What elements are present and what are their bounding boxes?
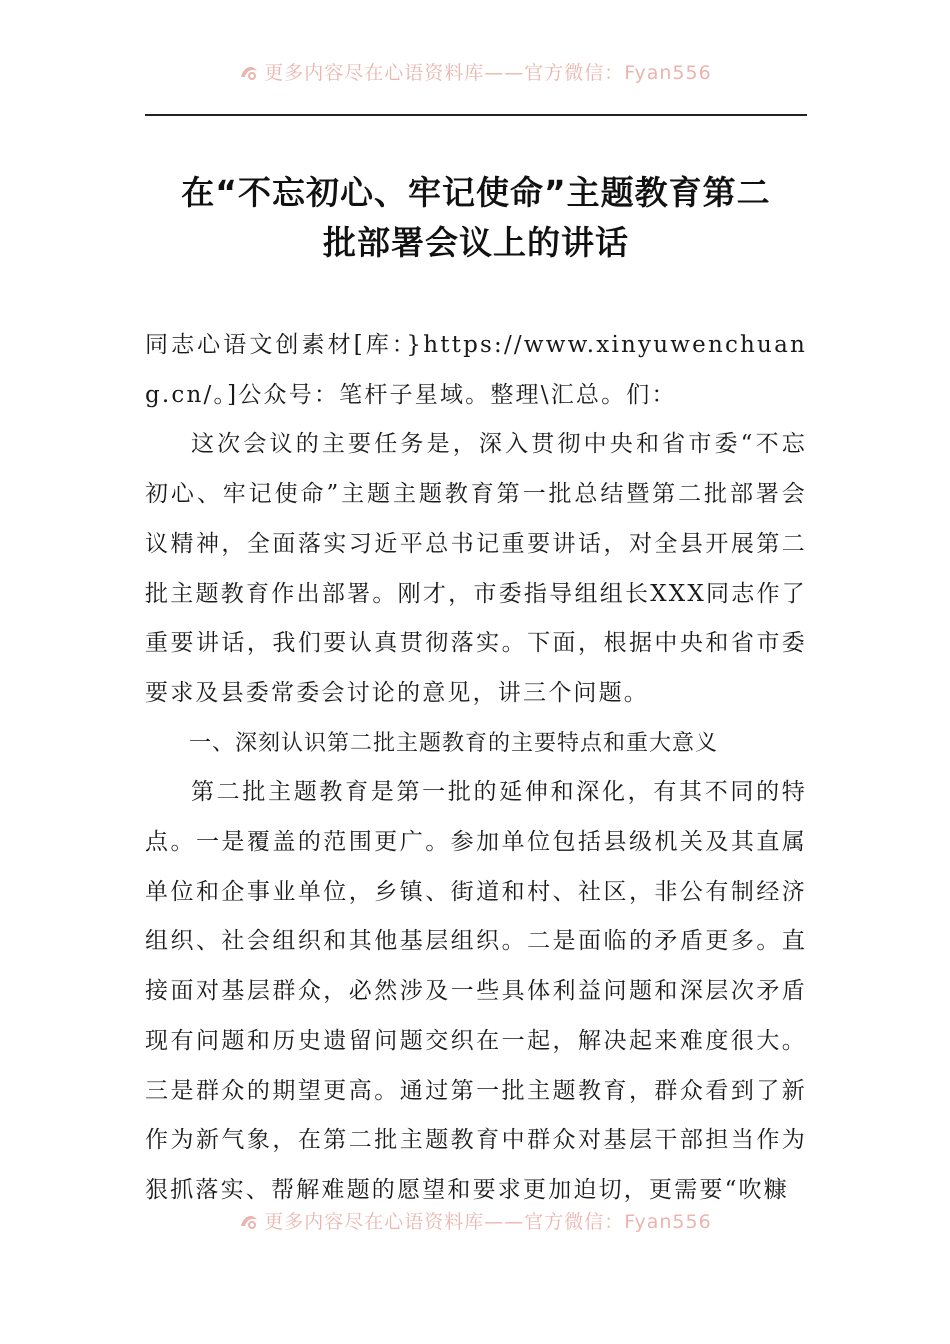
logo-icon <box>238 1210 260 1232</box>
para2-point-2: 二是面临的矛盾更多。 <box>527 928 782 955</box>
intro-paragraph: 同志心语文创素材[库：}https://www.xinyuwenchuang.cn/。]公众号：笔杆子星域。整理\汇总。们： <box>145 332 807 408</box>
para2-sentence-4: 通过第一批主题教育，群众看到了新作为新气象，在第二批主题教育中群众对基层干部担当作为狠抓落实、帮解难题的愿望和要求更加迫切，更需要“吹糠 <box>145 1077 807 1203</box>
para2-sentence-2: 参加单位包括县级机关及其直属单位和企事业单位，乡镇、街道和村、社区，非公有制经济组织、社会组织和其他基层组织。 <box>145 829 807 955</box>
para2-sentence-1: 第二批主题教育是第一批的延伸和深化，有其不同的特点。 <box>145 779 807 856</box>
footer-watermark <box>0 1207 950 1234</box>
paragraph-2 <box>145 768 807 1215</box>
title-line-2: 批部署会议上的讲话 <box>323 223 629 262</box>
document-title <box>145 168 807 268</box>
section-heading-1: 一、深刻认识第二批主题教育的主要特点和重大意义 <box>189 730 719 756</box>
watermark-text: 更多内容尽在心语资料库——官方微信：Fyan556 <box>264 62 712 84</box>
header-watermark <box>0 58 950 85</box>
header-rule <box>145 114 807 116</box>
title-line-1: 在“不忘初心、牢记使命”主题教育第二 <box>181 173 771 212</box>
watermark-text: 更多内容尽在心语资料库——官方微信：Fyan556 <box>264 1211 712 1233</box>
paragraph-1: 这次会议的主要任务是，深入贯彻中央和省市委“不忘初心、牢记使命”主题主题教育第一批总结暨第二批部署会议精神，全面落实习近平总书记重要讲话，对全县开展第二批主题教育作出部署。刚才，市委指导组组长XXX同志作了重要讲话，我们要认真贯彻落实。下面，根据中央和省市委要求及县委常委会讨论的意见，讲三个问题。 <box>145 431 807 706</box>
para2-point-3: 三是群众的期望更高。 <box>145 1077 400 1104</box>
document-body <box>145 321 807 1216</box>
logo-icon <box>238 61 260 83</box>
para2-sentence-3: 直接面对基层群众，必然涉及一些具体利益问题和深层次矛盾现有问题和历史遗留问题交织在一起，解决起来难度很大。 <box>145 928 808 1054</box>
para2-point-1: 一是覆盖的范围更广。 <box>195 829 451 856</box>
